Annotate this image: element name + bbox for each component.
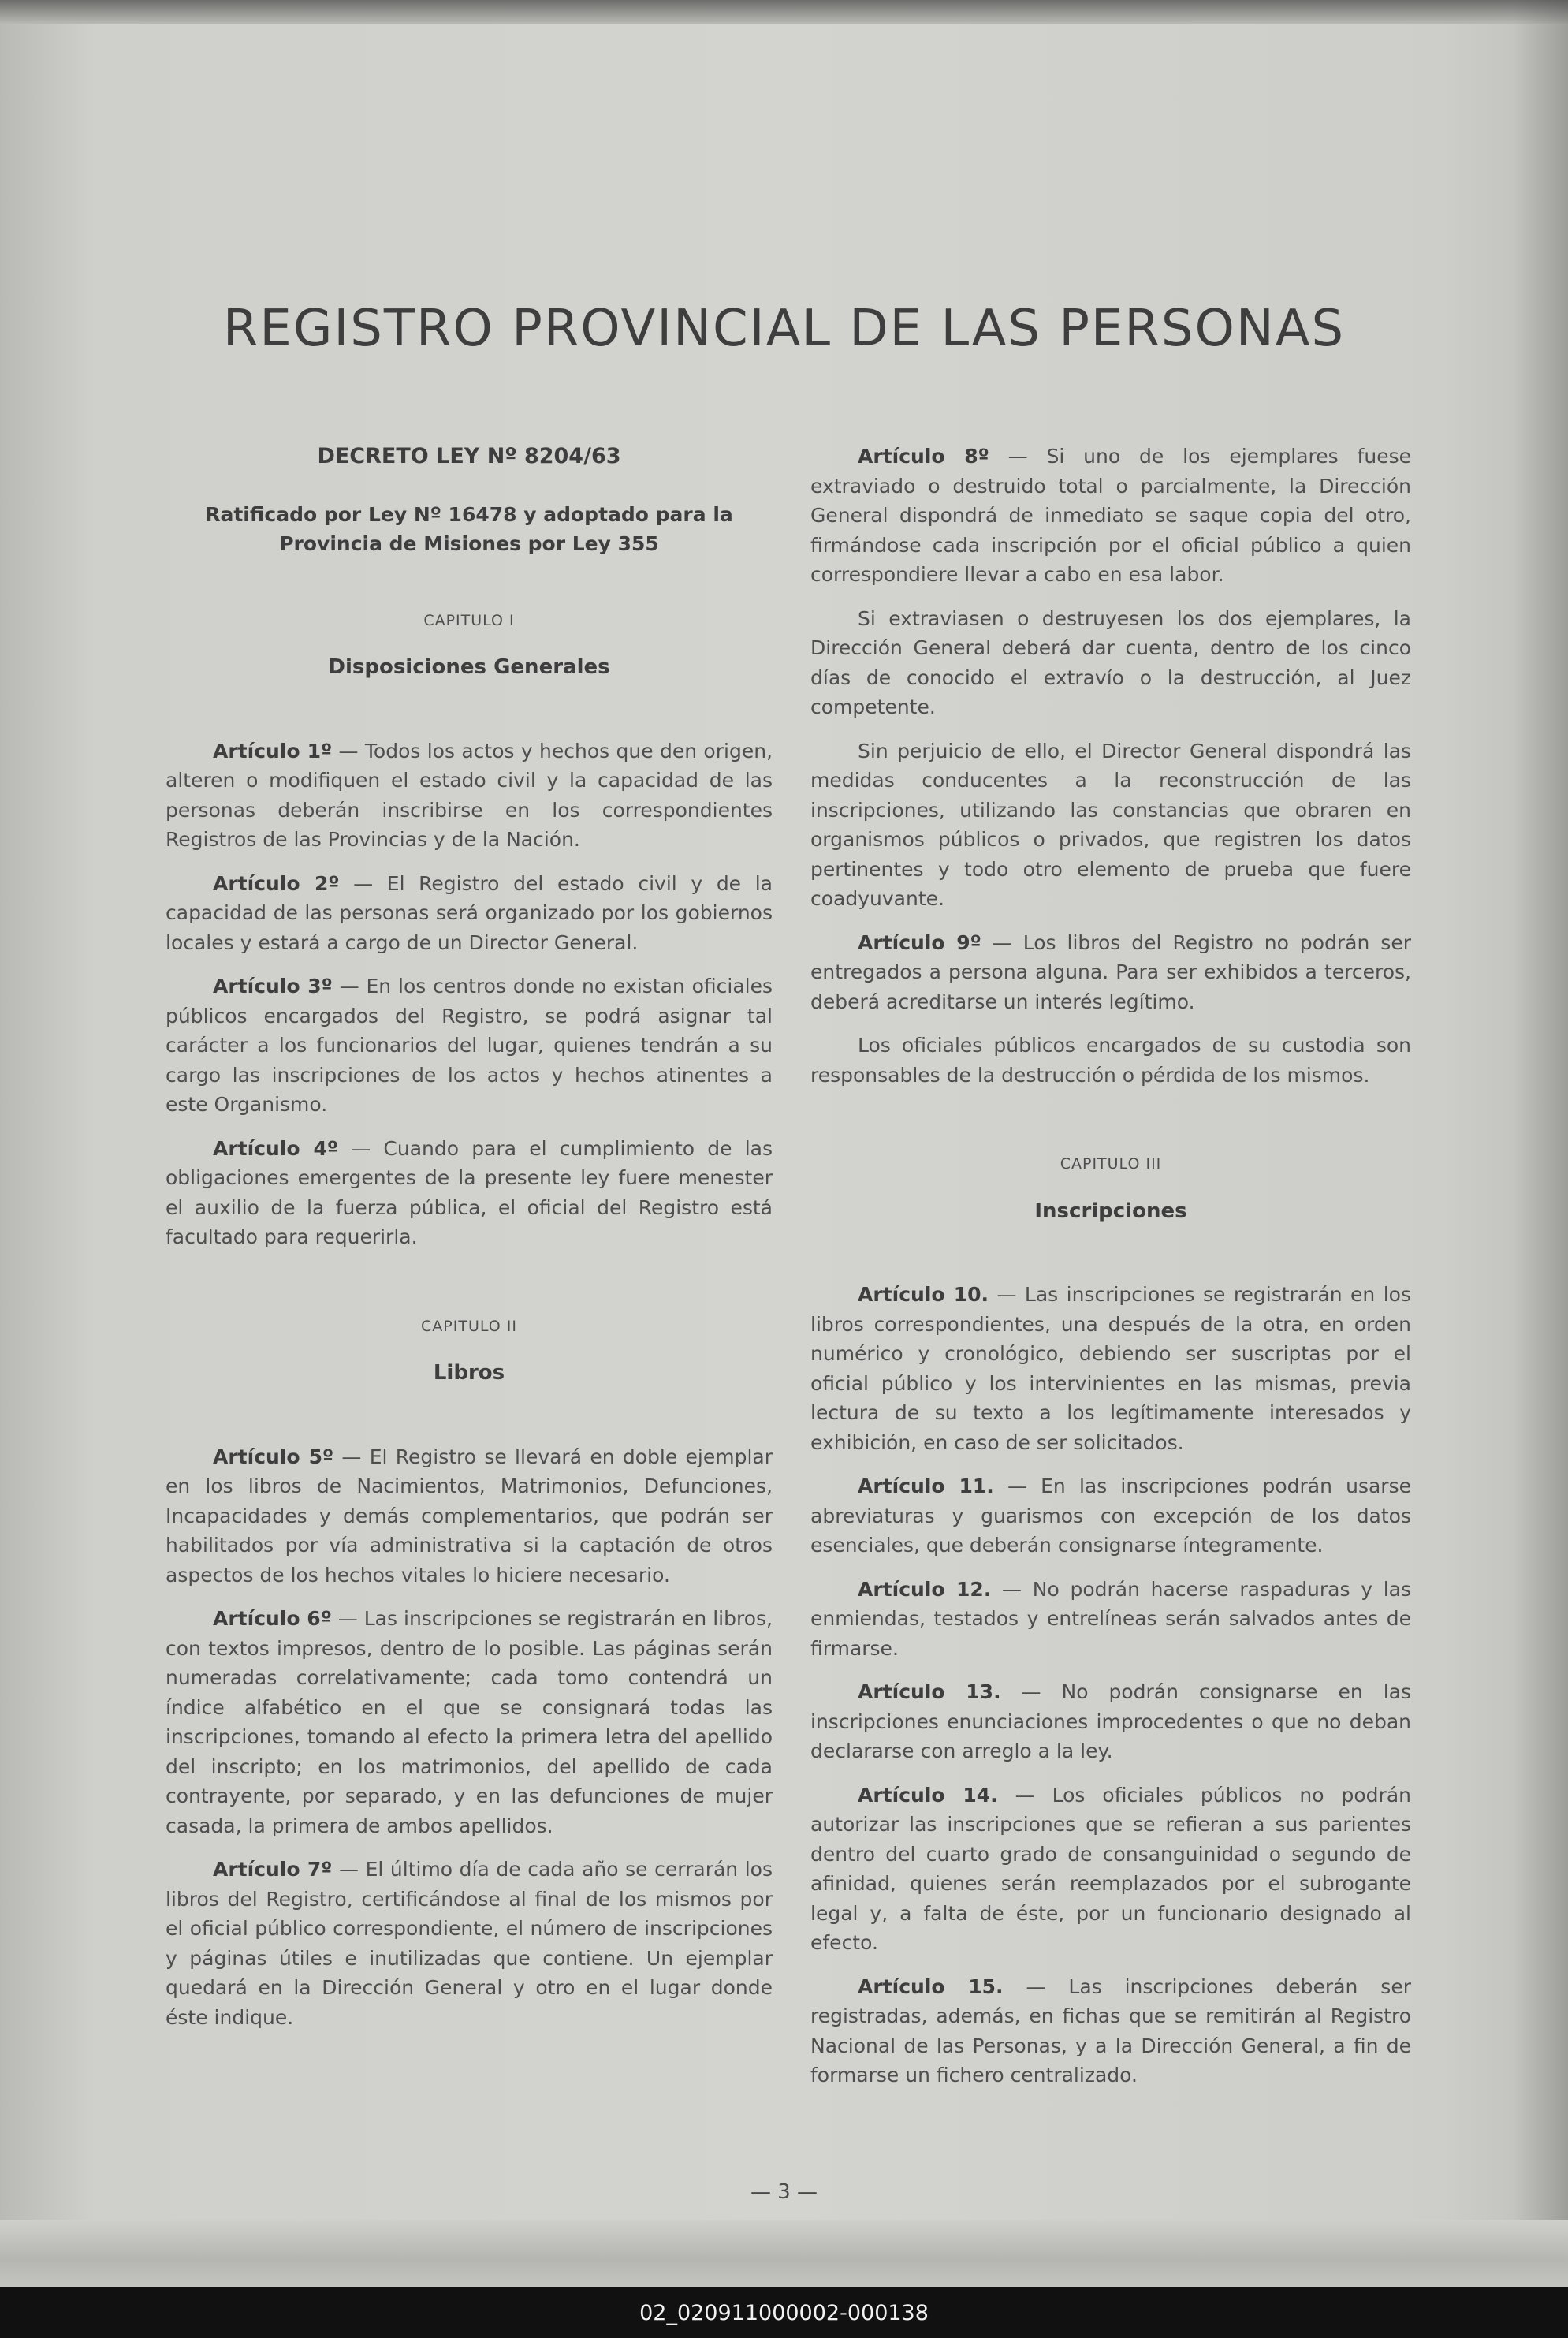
- article-label: Artículo 15.: [858, 1974, 1004, 1998]
- scan-identifier: 02_020911000002-000138: [639, 2301, 929, 2325]
- article-label: Artículo 12.: [858, 1577, 992, 1601]
- left-column: [166, 442, 773, 2046]
- chapter-label: CAPITULO I: [423, 611, 515, 629]
- spacer: [810, 1104, 1411, 1150]
- article-text: — Los libros del Registro no podrán ser entregados a persona alguna. Para ser exhibidos a terceros, deberá acreditarse un interés legítimo.: [810, 930, 1411, 1013]
- article-6: [166, 1604, 773, 1840]
- article-8: [810, 442, 1411, 590]
- article-text: — En los centros donde no existan oficiales públicos encargados del Registro, se podrá asignar tal carácter a los funcionarios del lugar, quienes tendrán a su cargo las inscripciones de los actos y hechos atinentes a este Organismo.: [166, 975, 773, 1116]
- article-15: [810, 1972, 1411, 2090]
- article-label: Artículo 9º: [858, 930, 981, 954]
- article-label: Artículo 13.: [858, 1680, 1001, 1703]
- article-label: Artículo 7º: [213, 1858, 333, 1881]
- article-label: Artículo 5º: [213, 1445, 334, 1468]
- article-14: [810, 1781, 1411, 1958]
- article-label: Artículo 8º: [858, 445, 989, 468]
- article-text: — El último día de cada año se cerrarán los libros del Registro, certificándose al final de los mismos por el oficial público correspondiente, el número de inscripciones y páginas útiles e inutilizadas que contiene. Un ejemplar quedará en la Dirección General y otro en el lugar donde éste indique.: [166, 1858, 773, 2029]
- article-label: Artículo 6º: [213, 1607, 332, 1630]
- article-text: — El Registro del estado civil y de la capacidad de las personas será organizado por los gobiernos locales y estará a cargo de un Director General.: [166, 871, 773, 954]
- article-text: — Las inscripciones deberán ser registradas, además, en fichas que se remitirán al Registro Nacional de las Personas, y a la Dirección General, a fin de formarse un fichero centralizado.: [810, 1974, 1411, 2086]
- article-label: Artículo 4º: [213, 1136, 339, 1160]
- chapter-label: CAPITULO II: [421, 1317, 517, 1335]
- page-number: — 3 —: [750, 2180, 818, 2204]
- right-column: [810, 442, 1411, 2105]
- article-text: — Las inscripciones se registrarán en libros, con textos impresos, dentro de lo posible. Las páginas serán numeradas correlativamente; cada tomo contendrá un índice alfabético en el que se consignará todas las inscripciones, tomando al efecto la primera letra del apellido del inscripto; en los matrimonios, del apellido de cada contrayente, por separado, y en las defunciones de mujer casada, la primera de ambos apellidos.: [166, 1607, 773, 1837]
- page-top-edge: [0, 0, 1568, 24]
- article-10: [810, 1280, 1411, 1457]
- article-label: Artículo 3º: [213, 975, 333, 997]
- decree-subtitle: Ratificado por Ley Nº 16478 y adoptado para la Provincia de Misiones por Ley 355: [205, 502, 733, 555]
- article-label: Artículo 10.: [858, 1283, 989, 1306]
- article-label: Artículo 1º: [213, 739, 333, 763]
- page-bottom-fold: [0, 2220, 1568, 2287]
- article-text: — El Registro se llevará en doble ejemplar en los libros de Nacimientos, Matrimonios, Defunciones, Incapacidades y demás complementarios, que podrán ser habilitados por vía administrativa si la captación de otros aspectos de los hechos vitales lo hiciere necesario.: [166, 1445, 773, 1587]
- article-7: [166, 1855, 773, 2032]
- article-8-paragraph-2: Si extraviasen o destruyesen los dos ejemplares, la Dirección General deberá dar cuenta, dentro de los cinco días de conocido el extravío o la destrucción, al Juez competente.: [810, 606, 1411, 718]
- chapter-name: Disposiciones Generales: [328, 655, 610, 679]
- article-8-paragraph-3: Sin perjuicio de ello, el Director General dispondrá las medidas conducentes a la reconstrucción de las inscripciones, utilizando las constancias que obraren en organismos públicos o privados, que registren los datos pertinentes y todo otro elemento de prueba que fuere coadyuvante.: [810, 739, 1411, 910]
- article-text: — No podrán hacerse raspaduras y las enmiendas, testados y entrelíneas serán salvados antes de firmarse.: [810, 1577, 1411, 1660]
- spacer: [166, 1266, 773, 1312]
- article-label: Artículo 2º: [213, 871, 340, 895]
- article-1: [166, 736, 773, 855]
- article-text: — Los oficiales públicos no podrán autorizar las inscripciones que se refieran a sus parientes dentro del cuarto grado de consanguinidad o segundo de afinidad, quienes serán reemplazados por el subrogante legal y, a falta de éste, por un funcionario designado al efecto.: [810, 1783, 1411, 1954]
- chapter-name: Inscripciones: [1034, 1199, 1187, 1223]
- article-12: [810, 1575, 1411, 1664]
- article-label: Artículo 11.: [858, 1475, 994, 1497]
- article-9-paragraph-2: Los oficiales públicos encargados de su custodia son responsables de la destrucción o pérdida de los mismos.: [810, 1034, 1411, 1087]
- article-5: [166, 1442, 773, 1590]
- article-3: [166, 971, 773, 1120]
- article-2: [166, 869, 773, 958]
- chapter-label: CAPITULO III: [1060, 1155, 1162, 1173]
- article-9: [810, 928, 1411, 1017]
- decree-heading: DECRETO LEY Nº 8204/63: [317, 444, 621, 468]
- page-title: REGISTRO PROVINCIAL DE LAS PERSONAS: [222, 300, 1346, 358]
- article-text: — No podrán consignarse en las inscripciones enunciaciones improcedentes o que no deban declararse con arreglo a la ley.: [810, 1680, 1411, 1762]
- article-text: — Las inscripciones se registrarán en los libros correspondientes, una después de la otra, en orden numérico y cronológico, debiendo ser suscriptas por el oficial público y los intervinientes en las mismas, previa lectura de su texto a los legítimamente interesados y exhibición, en caso de ser solicitados.: [810, 1283, 1411, 1454]
- article-text: — Cuando para el cumplimiento de las obligaciones emergentes de la presente ley fuere menester el auxilio de la fuerza pública, el oficial del Registro está facultado para requerirla.: [166, 1136, 773, 1248]
- article-text: — Todos los actos y hechos que den origen, alteren o modifiquen el estado civil y la capacidad de las personas deberán inscribirse en los correspondientes Registros de las Provincias y de la Nación.: [166, 739, 773, 851]
- article-label: Artículo 14.: [858, 1783, 998, 1807]
- article-13: [810, 1677, 1411, 1766]
- article-text: — En las inscripciones podrán usarse abreviaturas y guarismos con excepción de los datos esenciales, que deberán consignarse íntegramente.: [810, 1475, 1411, 1557]
- article-4: [166, 1134, 773, 1252]
- article-text: — Si uno de los ejemplares fuese extraviado o destruido total o parcialmente, la Dirección General dispondrá de inmediato se saque copia del otro, firmándose cada inscripción por el oficial público a quien correspondiere llevar a cabo en esa labor.: [810, 445, 1411, 586]
- chapter-name: Libros: [433, 1361, 505, 1385]
- article-11: [810, 1471, 1411, 1561]
